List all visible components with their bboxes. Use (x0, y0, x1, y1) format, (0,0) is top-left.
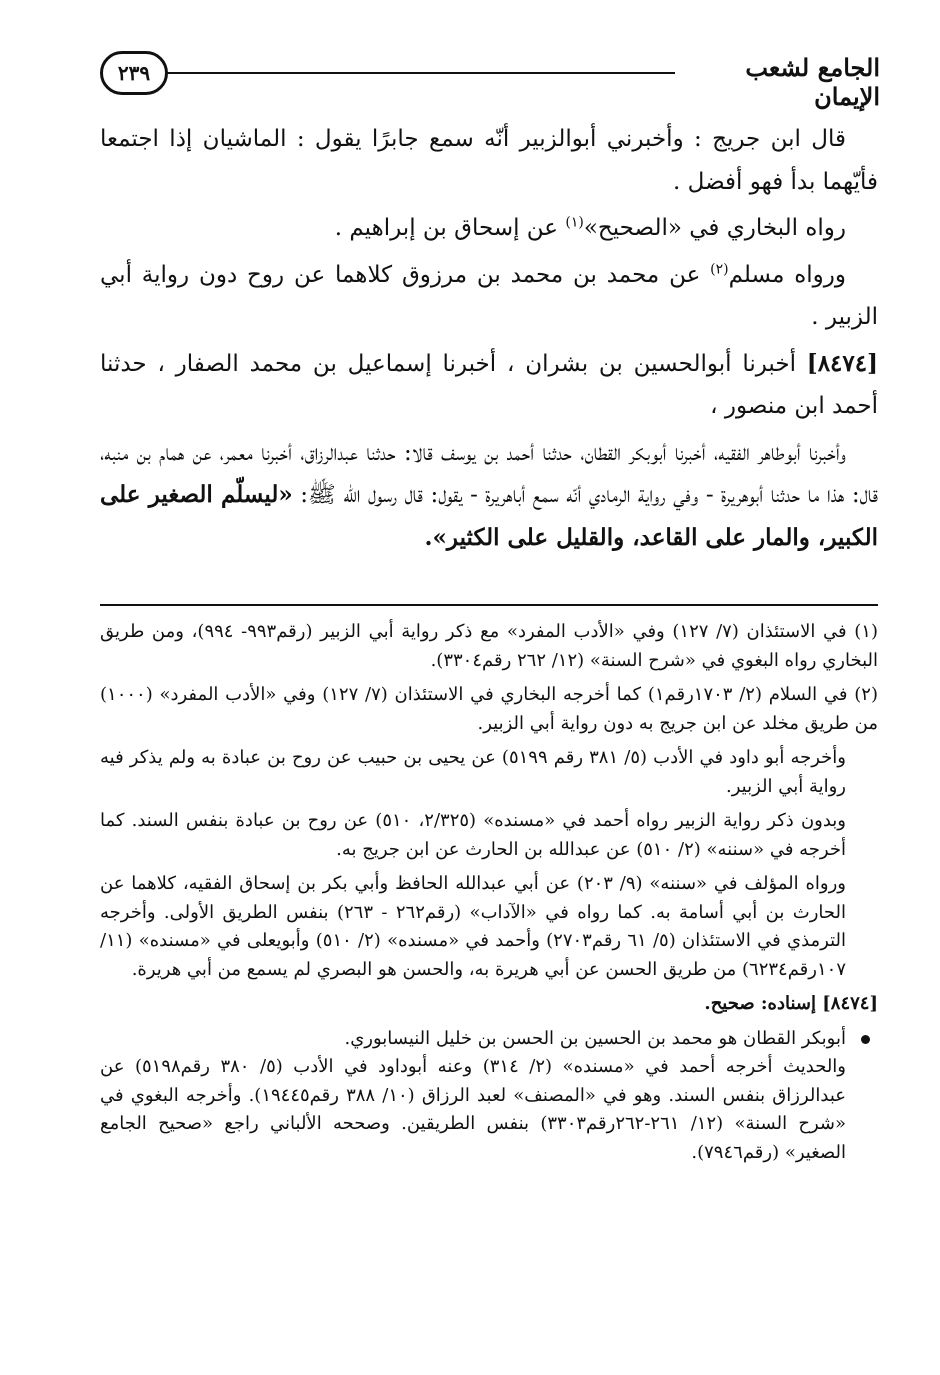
footnote-1: (١) في الاستئذان (٧/ ١٢٧) وفي «الأدب المفرد» مع ذكر رواية أبي الزبير (رقم٩٩٣- ٩٩٤)، ومن طريق البخاري رواه البغوي في «شرح السنة» (١٢/ ٢٦٢ رقم٣٣٠٤). (100, 621, 878, 671)
isnad-grade: إسناده: صحيح. (704, 993, 823, 1014)
bullet-text: أبوبكر القطان هو محمد بن الحسين بن الحسن بن خليل النيسابوري. (344, 1027, 846, 1049)
paragraph-ibn-jurayj: قال ابن جريج : وأخبرني أبوالزبير أنّه سمع جابرًا يقول : الماشيان إذا اجتمعا فأيّهما بدأ فهو أفضل . (100, 126, 878, 195)
running-title: الجامع لشعب الإيمان (745, 53, 880, 111)
paragraph-muslim (100, 254, 878, 339)
footnote-hadith-number: [٨٤٧٤] (822, 993, 878, 1014)
footnote-2-abudawud: وأخرجه أبو داود في الأدب (٥/ ٣٨١ رقم ٥١٩٩) عن يحيى بن حبيب عن روح بن عبادة به ولم يذكر فيه رواية أبي الزبير. (100, 747, 846, 797)
second-isnad-text: وأخبرنا أبوطاهر الفقيه، أخبرنا أبوبكر القطان، حدثنا أحمد بن يوسف قالا: حدثنا عبدالرزاق، أخبرنا معمر، عن همام بن منبه، قال: هذا ما حدثنا أبوهريرة - وفي رواية الرمادي أنّه سمع أباهريرة - يقول: قال رسول الله ﷺ: (100, 439, 878, 508)
hadith-number: [٨٤٧٤] (806, 349, 878, 377)
footnote-separator (100, 604, 878, 606)
footnote-2-author: ورواه المؤلف في «سننه» (٩/ ٢٠٣) عن أبي عبدالله الحافظ وأبي بكر بن إسحاق الفقيه، كلاهما عن الحارث بن أبي أسامة به. كما رواه في «الآداب» (رقم٢٦٢ - ٢٦٣) بنفس الطريق الأولى. وأخرجه الترمذي في الاستئذان (٥/ ٦١ رقم٢٧٠٣) وأحمد في «مسنده» (٢/ ٥١٠) وأبويعلى في «مسنده» (١١/ ١٠٧رقم٦٢٣٤) من طريق الحسن عن أبي هريرة به، والحسن هو البصري لم يسمع من أبي هريرة. (100, 873, 847, 980)
paragraph-hadith-8474 (100, 343, 878, 428)
footnote-isnad-8474 (100, 990, 878, 1019)
footnote-ref-1[interactable]: (١) (565, 214, 584, 231)
muslim-text-end: عن محمد بن محمد بن مرزوق كلاهما عن روح دون رواية أبي الزبير . (100, 261, 878, 330)
hadith-matn: «ليسلّم الصغير على الكبير، والمار على القاعد، والقليل على الكثير». (100, 481, 878, 551)
bullet-dot-icon (861, 1035, 870, 1044)
bukhari-text-end: عن إسحاق بن إبراهيم . (334, 215, 566, 241)
muslim-text: ورواه مسلم (728, 261, 846, 288)
bullet-item-qattan (100, 1025, 878, 1054)
header-rule (166, 72, 675, 74)
isnad-text: أخبرنا أبوالحسين بن بشران ، أخبرنا إسماعيل بن محمد الصفار ، حدثنا أحمد ابن منصور ، (100, 350, 878, 419)
footnote-ref-2[interactable]: (٢) (710, 260, 729, 277)
page-number-badge: ٢٣٩ (100, 51, 168, 95)
bukhari-text: رواه البخاري في «الصحيح» (583, 215, 846, 241)
page-header (100, 45, 880, 111)
paragraph-bukhari (100, 207, 878, 250)
footnote-2: (٢) في السلام (٢/ ١٧٠٣رقم١) كما أخرجه البخاري في الاستئذان (٧/ ١٢٧) وفي «الأدب المفرد» (١٠٠٠) من طريق مخلد عن ابن جريج به دون رواية أبي الزبير. (100, 684, 878, 734)
main-text (100, 118, 878, 563)
paragraph-second-isnad (100, 432, 878, 560)
footnotes (100, 618, 878, 1173)
footnote-2-ahmad: وبدون ذكر رواية الزبير رواه أحمد في «مسنده» (٢/٣٢٥، ٥١٠) عن روح بن عبادة بنفس السند. كما أخرجه في «سننه» (٢/ ٥١٠) عن عبدالله بن الحارث عن ابن جريج به. (100, 810, 847, 860)
footnote-takhrij: والحديث أخرجه أحمد في «مسنده» (٢/ ٣١٤) وعنه أبوداود في الأدب (٥/ ٣٨٠ رقم٥١٩٨) عن عبدالرزاق بنفس السند. وهو في «المصنف» لعبد الرزاق (١٠/ ٣٨٨ رقم١٩٤٤٥). وأخرجه البغوي في «شرح السنة» (١٢/ ٢٦١-٢٦٢رقم٣٣٠٣) بنفس الطريقين. وصححه الألباني راجع «صحيح الجامع الصغير» (رقم٧٩٤٦). (100, 1056, 847, 1163)
